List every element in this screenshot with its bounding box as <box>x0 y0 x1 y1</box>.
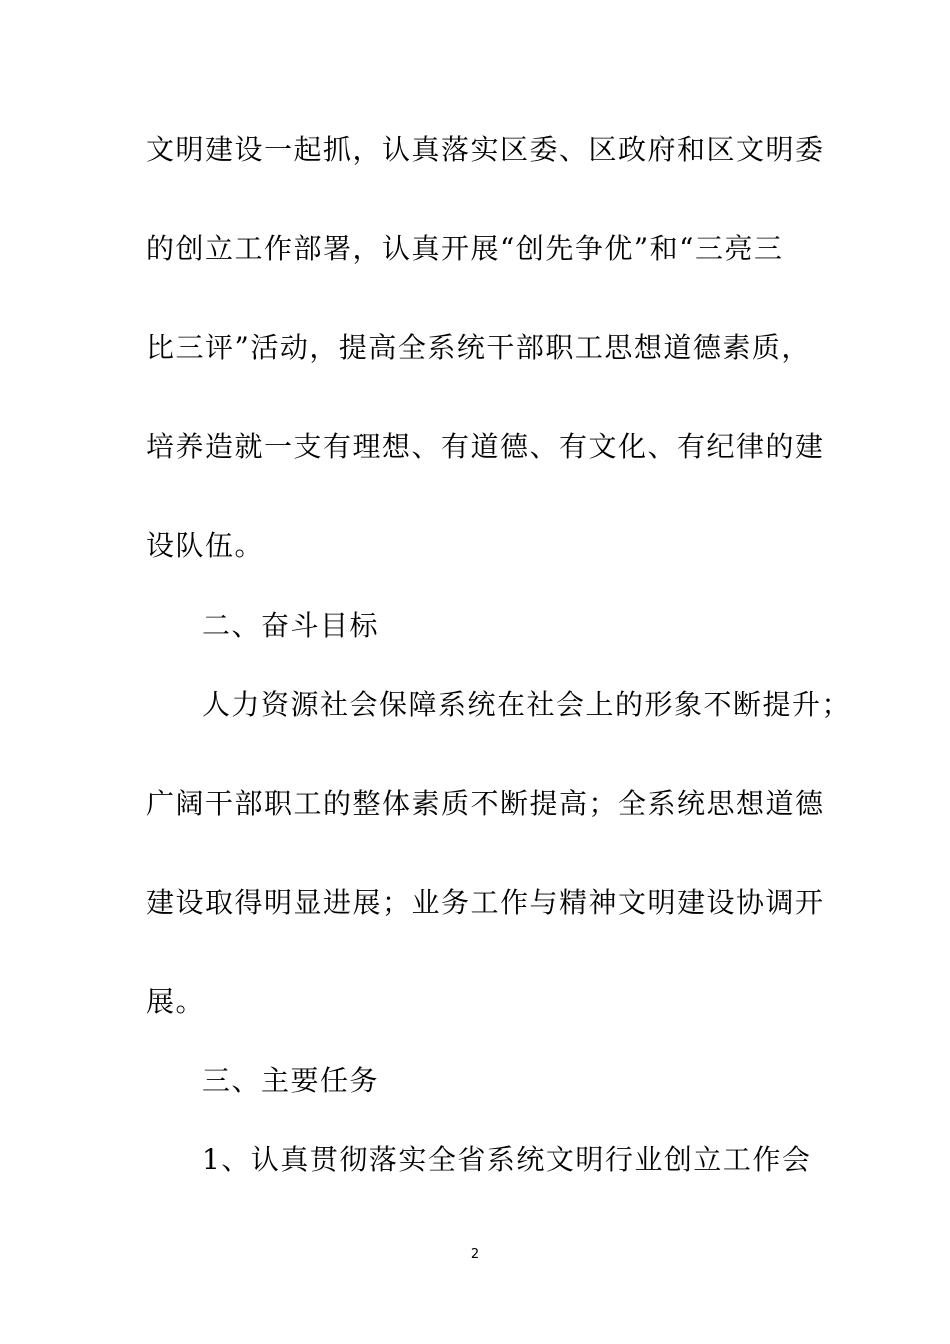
body-text-line: 设队伍。 <box>146 529 265 562</box>
body-text-line: 展。 <box>146 985 206 1018</box>
body-text-line: 建设取得明显进展；业务工作与精神文明建设协调开 <box>146 886 825 919</box>
body-text-line: 1、认真贯彻落实全省系统文明行业创立工作会 <box>202 1143 812 1176</box>
body-text-line: 广阔干部职工的整体素质不断提高；全系统思想道德 <box>146 787 825 820</box>
body-text-line: 的创立工作部署，认真开展“创先争优”和“三亮三 <box>146 232 784 265</box>
section-heading-goals: 二、奋斗目标 <box>202 609 380 642</box>
body-text-line: 人力资源社会保障系统在社会上的形象不断提升； <box>202 688 852 721</box>
body-text-line: 培养造就一支有理想、有道德、有文化、有纪律的建 <box>146 430 825 463</box>
body-text-line: 文明建设一起抓，认真落实区委、区政府和区文明委 <box>146 133 825 166</box>
body-text-line: 比三评”活动，提高全系统干部职工思想道德素质， <box>146 331 811 364</box>
section-heading-tasks: 三、主要任务 <box>202 1064 380 1097</box>
page-number: 2 <box>470 1247 480 1262</box>
